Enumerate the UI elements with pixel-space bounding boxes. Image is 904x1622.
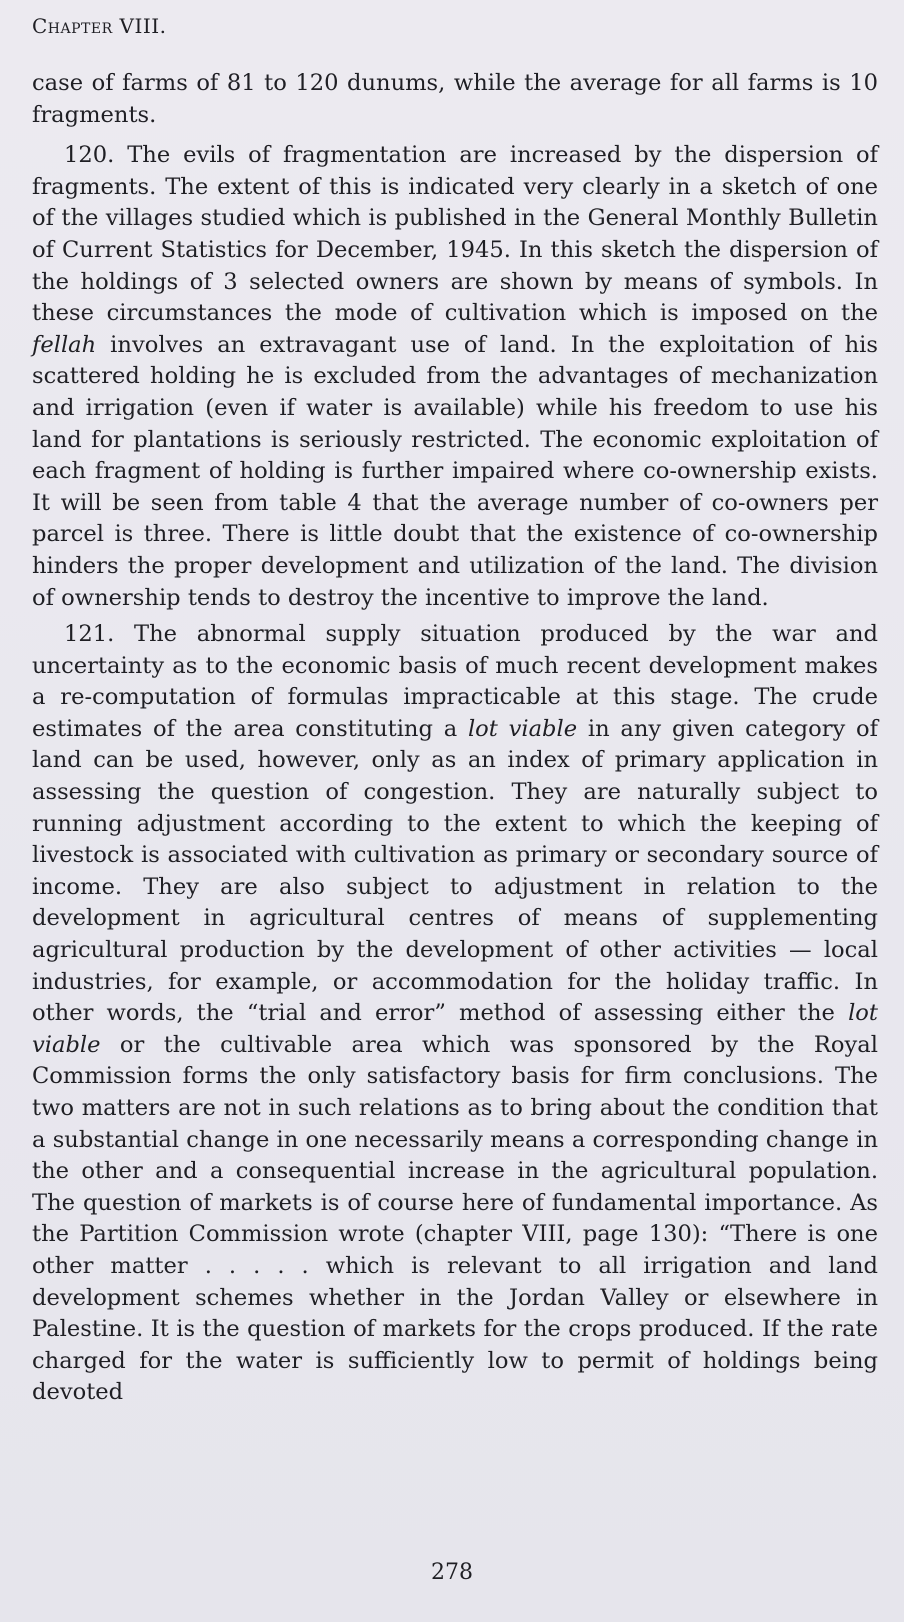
paragraph-120 [32,140,878,614]
paragraph-121 [32,619,878,1409]
paragraph-121-text-c: or the cultivable area which was sponsored by the Royal Commission forms the only satisfactory basis for firm conclusions. The two matters are not in such relations as to bring about the condition that a substantial change in one necessarily means a corresponding change in the other and a consequential increase in the agricultural population. The question of markets is of course here of fundamental importance. As the Partition Commission wrote (chapter VIII, page 130): “There is one other matter . . . . . which is relevant to all irrigation and land development schemes whether in the Jordan Valley or elsewhere in Palestine. It is the question of markets for the crops produced. If the rate charged for the water is sufficiently low to permit of holdings being devoted [32,1031,878,1406]
paragraph-120-text-a: 120. The evils of fragmentation are increased by the dispersion of fragments. The extent of this is indicated very clearly in a sketch of one of the villages studied which is published in the General Monthly Bulletin of Current Statistics for December, 1945. In this sketch the dispersion of the holdings of 3 selected owners are shown by means of symbols. In these circumstances the mode of cultivation which is imposed on the [32,142,878,327]
paragraph-121-text-a: 121. The abnormal supply situation produced by the war and uncertainty as to the economic basis of much recent development makes a re-computation of formulas impracticable at this stage. The crude estimates of the area constituting a [32,621,878,742]
paragraph-continuation: case of farms of 81 to 120 dunums, while the average for all farms is 10 fragments. [32,70,878,128]
page-number: 278 [431,1560,473,1585]
body-text [32,68,878,1414]
italic-term-lot-viable: lot viable [467,715,578,742]
paragraph-121-text-b: in any given category of land can be used, however, only as an index of primary application in assessing the question of congestion. They are naturally subject to running adjustment according to the extent to which the keeping of livestock is associated with cultivation as primary or secondary source of income. They are also subject to adjustment in relation to the development in agricultural centres of means of supplementing agricultural production by the development of other activities — local industries, for example, or accommodation for the holiday traffic. In other words, the “trial and error” method of assessing either the [32,715,878,1027]
chapter-header: Chapter VIII. [32,14,167,38]
italic-term-fellah: fellah [32,331,97,358]
italic-term-lot-viable-2: lot viable [32,1000,878,1058]
paragraph-120-text-b: involves an extravagant use of land. In the exploitation of his scattered holding he is excluded from the advantages of mechanization and irrigation (even if water is available) while his freedom to use his land for plantations is seriously restricted. The economic exploitation of each fragment of holding is further impaired where co-ownership exists. It will be seen from table 4 that the average number of co-owners per parcel is three. There is little doubt that the existence of co-ownership hinders the proper development and utilization of the land. The division of ownership tends to destroy the incentive to improve the land. [32,331,878,611]
